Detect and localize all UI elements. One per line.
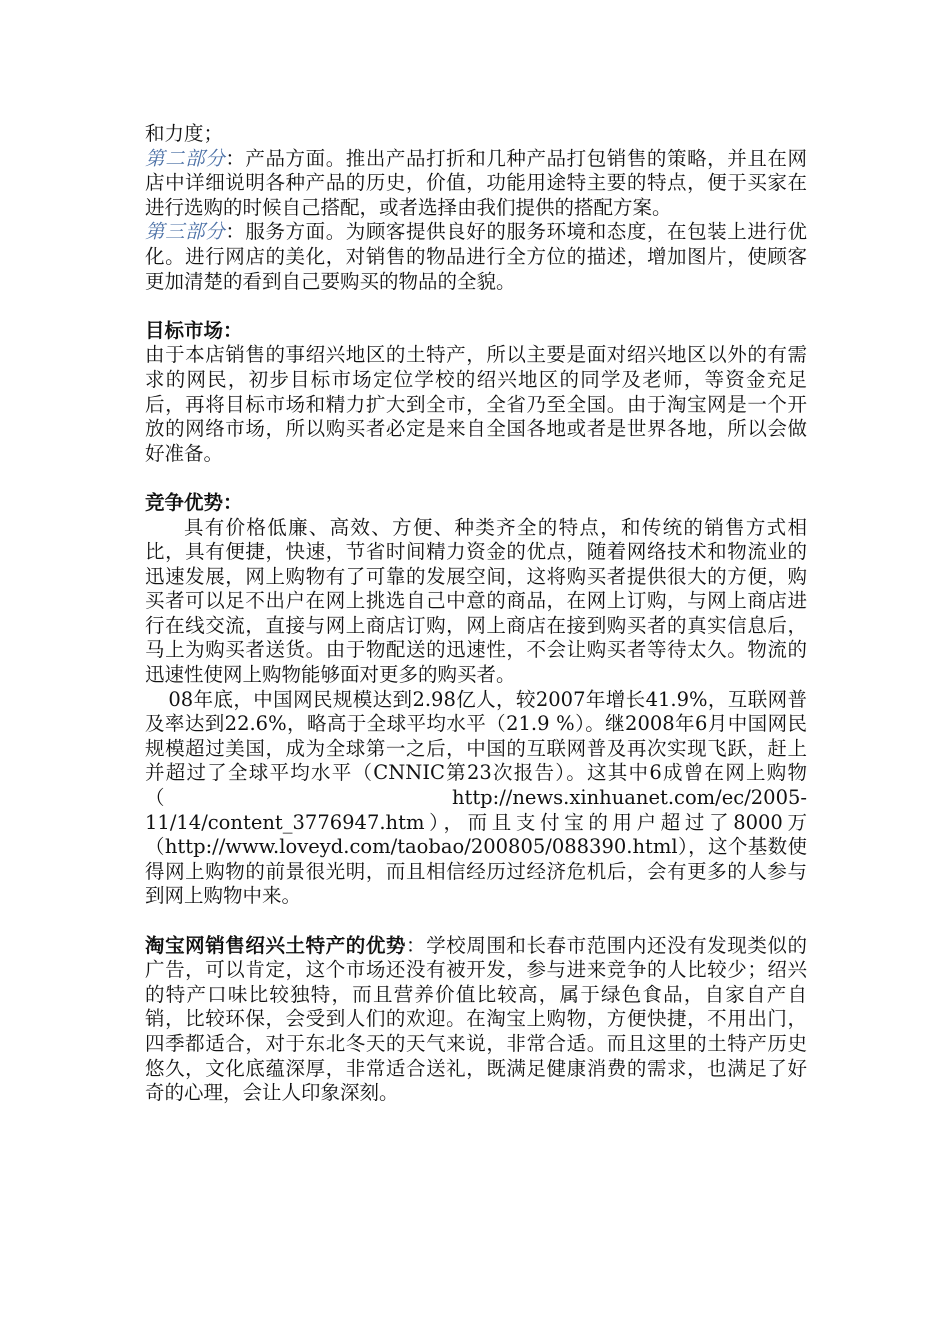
- part2-text: ：产品方面。推出产品打折和几种产品打包销售的策略，并且在网店中详细说明各种产品的历史，价值，功能用途特主要的特点，便于买家在进行选购的时候自己搭配，或者选择由我们提供的搭配方案。: [145, 146, 807, 219]
- document-body: [145, 122, 807, 1106]
- target-market-paragraph: 由于本店销售的事绍兴地区的土特产，所以主要是面对绍兴地区以外的有需求的网民，初步目标市场定位学校的绍兴地区的同学及老师，等资金充足后，再将目标市场和精力扩大到全市，全省乃至全国。由于淘宝网是一个开放的网络市场，所以购买者必定是来自全国各地或者是世界各地，所以会做好准备。: [145, 343, 807, 465]
- competitive-advantage-paragraph-1: 具有价格低廉、高效、方便、种类齐全的特点，和传统的销售方式相比，具有便捷，快速，节省时间精力资金的优点，随着网络技术和物流业的迅速发展，网上购物有了可靠的发展空间，这将购买者提供很大的方便，购买者可以足不出户在网上挑选自己中意的商品，在网上订购，与网上商店进行在线交流，直接与网上商店订购，网上商店在接到购买者的真实信息后，马上为购买者送货。由于物配送的迅速性，不会让购买者等待太久。物流的迅速性使网上购物能够面对更多的购买者。: [145, 515, 807, 687]
- spacer: [145, 466, 807, 491]
- taobao-advantage-heading: 淘宝网销售绍兴土特产的优势: [145, 933, 407, 957]
- part3-label: 第三部分: [145, 220, 226, 244]
- competitive-advantage-heading: 竞争优势：: [145, 490, 243, 514]
- taobao-advantage-text: ：学校周围和长春市范围内还没有发现类似的广告，可以肯定，这个市场还没有被开发，参与进来竞争的人比较少；绍兴的特产口味比较独特，而且营养价值比较高，属于绿色食品，自家自产自销，比较环保，会受到人们的欢迎。在淘宝上购物，方便快捷，不用出门，四季都适合，对于东北冬天的天气来说，非常合适。而且这里的土特产历史悠久，文化底蕴深厚，非常适合送礼，既满足健康消费的需求，也满足了好奇的心理，会让人印象深刻。: [145, 933, 807, 1105]
- competitive-advantage-paragraph-2: 08年底，中国网民规模达到2.98亿人，较2007年增长41.9%，互联网普及率达到22.6%，略高于全球平均水平（21.9 %）。继2008年6月中国网民规模超过美国，成为全球第一之后，中国的互联网普及再次实现飞跃，赶上并超过了全球平均水平（CNNIC第23次报告）。这其中6成曾在网上购物（http://news.xinhuanet.com/ec/2005-11/14/content_3776947.htm），而且支付宝的用户超过了8000万（http://www.loveyd.com/taobao/200805/088390.html），这个基数使得网上购物的前景很光明，而且相信经历过经济危机后，会有更多的人参与到网上购物中来。: [145, 687, 807, 908]
- spacer: [145, 294, 807, 319]
- part3-paragraph: [145, 220, 807, 294]
- target-market-heading: 目标市场：: [145, 318, 243, 342]
- part2-paragraph: [145, 147, 807, 221]
- intro-tail-paragraph: 和力度；: [145, 122, 224, 145]
- taobao-advantage-paragraph: [145, 934, 807, 1106]
- part2-label: 第二部分: [145, 146, 226, 170]
- spacer: [145, 909, 807, 934]
- part3-text: ：服务方面。为顾客提供良好的服务环境和态度，在包装上进行优化。进行网店的美化，对销售的物品进行全方位的描述，增加图片，使顾客更加清楚的看到自己要购买的物品的全貌。: [145, 220, 807, 293]
